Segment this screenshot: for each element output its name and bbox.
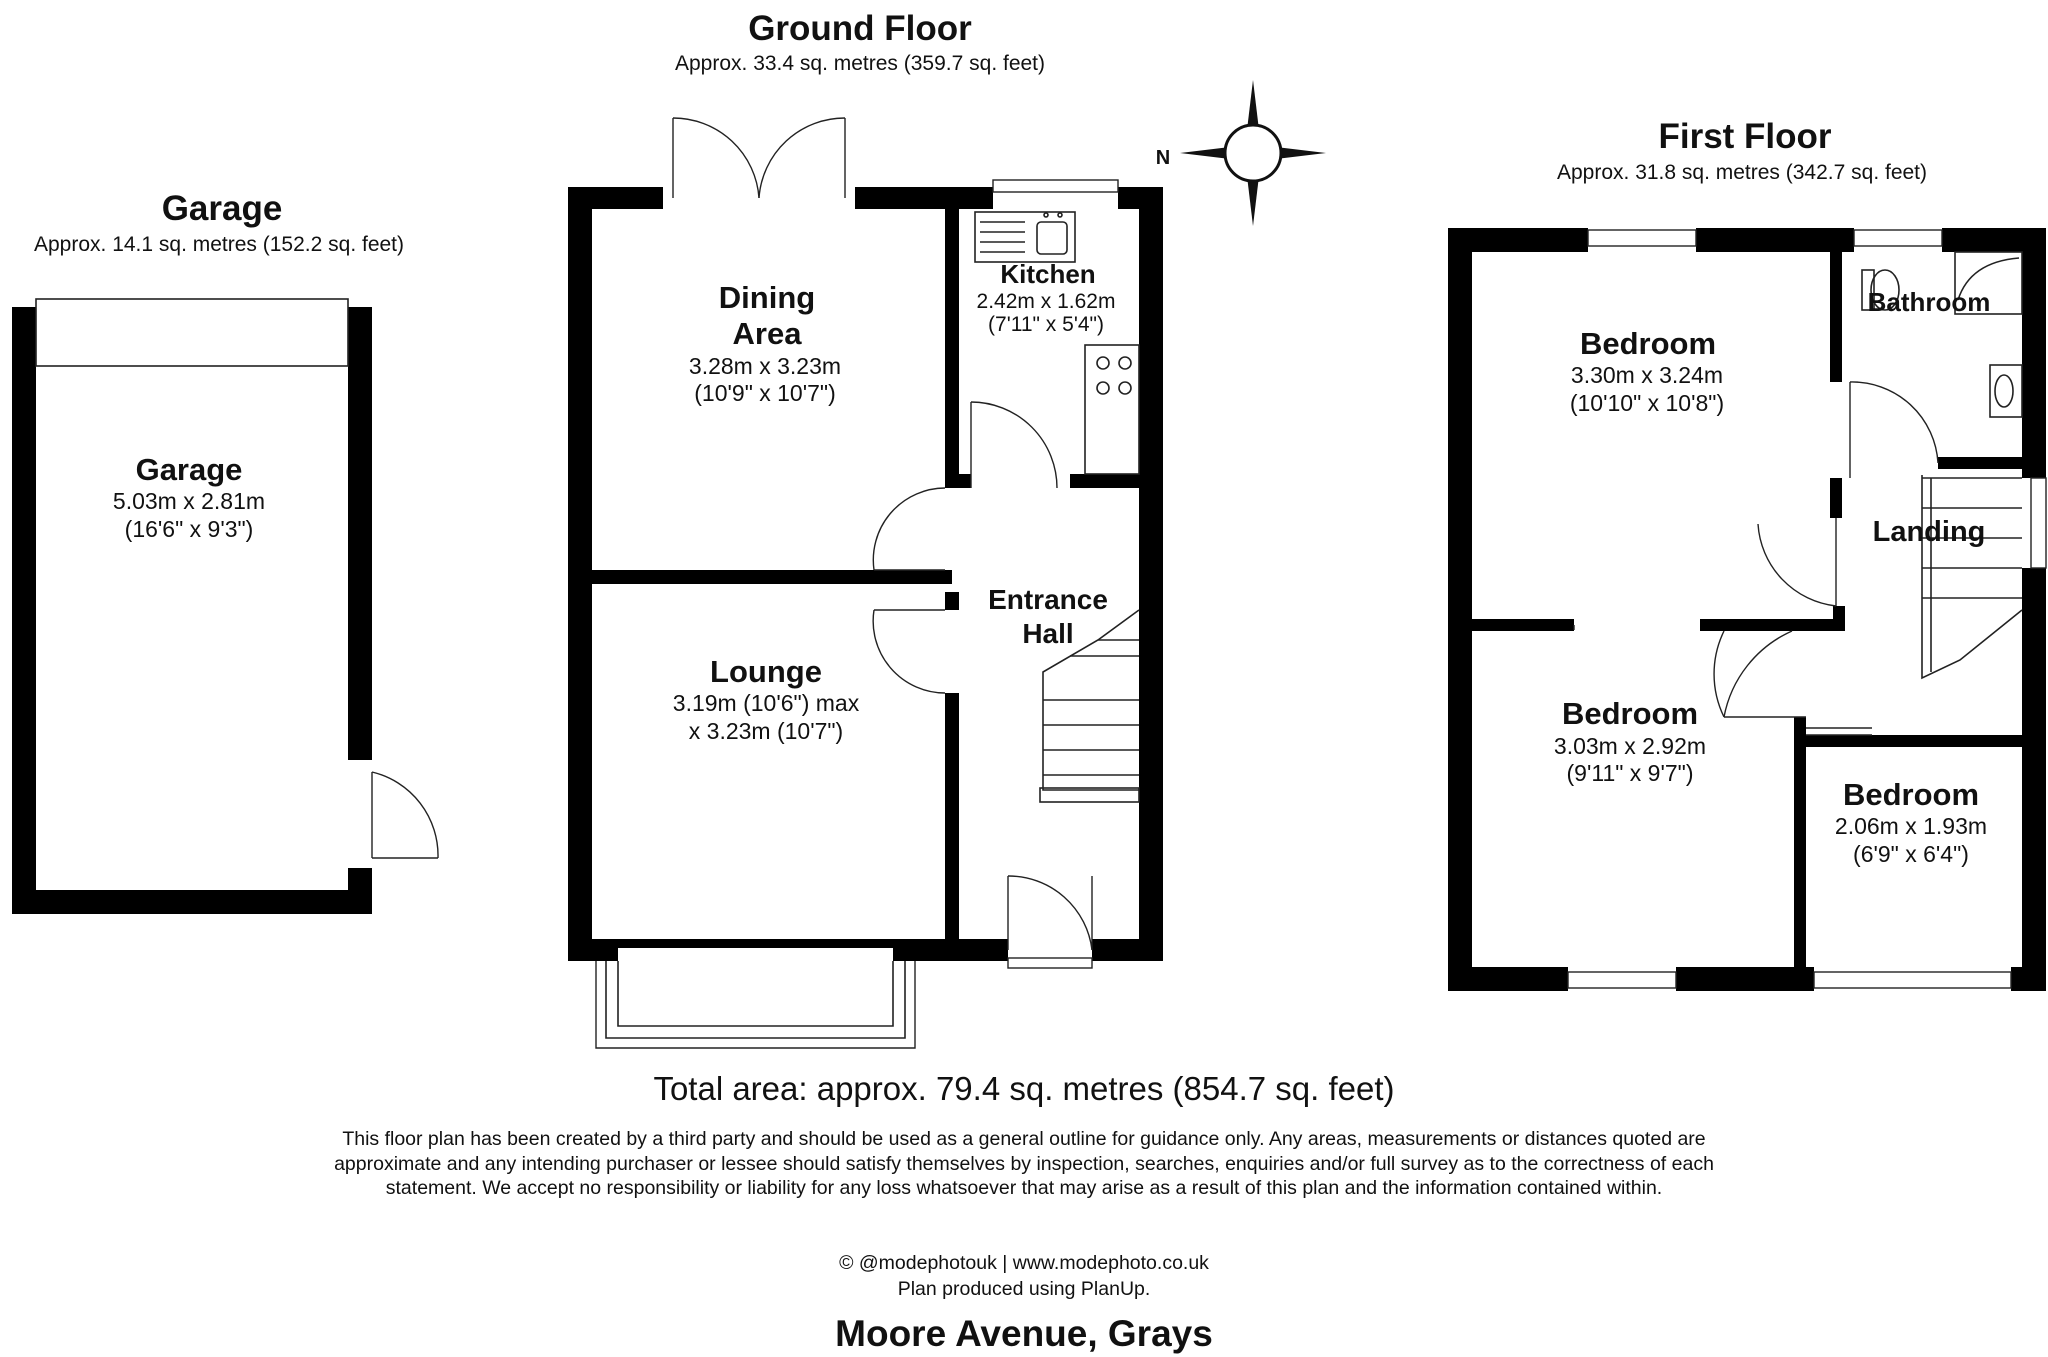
landing-window (2031, 478, 2046, 568)
bathroom-name: Bathroom (1867, 287, 1991, 317)
bedroom3-dim-m: 2.06m x 1.93m (1834, 813, 1988, 839)
garage-room-dim-m: 5.03m x 2.81m (112, 488, 266, 514)
bedroom1-door (1758, 518, 1836, 606)
bedroom1-dim-ft: (10'10" x 10'8") (1569, 390, 1725, 416)
bedroom1-dim-m: 3.30m x 3.24m (1570, 362, 1724, 388)
bathroom-fittings-icon (1862, 252, 2022, 417)
ground-wall-hall-stub (945, 592, 959, 610)
garage-wall-right-lower (348, 868, 372, 914)
first-wall-bottom-c (2011, 967, 2046, 991)
lounge-bay-window (596, 939, 915, 1048)
first-wall-top-a (1448, 228, 1588, 252)
garage-wall-left (12, 307, 36, 913)
ground-wall-bottom-right (1092, 939, 1162, 961)
hall-name-line2: Hall (1022, 618, 1074, 649)
lounge-door (873, 610, 945, 693)
first-wall-right-lower (2022, 568, 2046, 991)
garage-wall-right (348, 307, 372, 760)
compass-label: N (1155, 147, 1171, 169)
ground-wall-kitchen-bottom-left (945, 474, 971, 488)
first-wall-bath-bottom (1938, 457, 2022, 469)
kitchen-name: Kitchen (1000, 259, 1096, 289)
lounge-name: Lounge (710, 654, 822, 689)
first-wall-bath-left-lower (1830, 478, 1842, 518)
ground-floor-plan (568, 9, 1163, 1048)
kitchen-dim-m: 2.42m x 1.62m (976, 290, 1116, 313)
garage-up-and-over-door (36, 299, 348, 366)
ground-wall-kitchen-upper (945, 209, 959, 474)
ground-wall-bottom-left (568, 939, 618, 961)
ground-floor-area: Approx. 33.4 sq. metres (359.7 sq. feet) (674, 52, 1046, 75)
ground-wall-right (1139, 187, 1163, 961)
credit-line-1: © @modephotouk | www.modephoto.co.uk (839, 1252, 1209, 1274)
ground-floor-title: Ground Floor (748, 9, 972, 48)
bedroom2-dim-ft: (9'11" x 9'7") (1566, 760, 1694, 786)
credit-line-2: Plan produced using PlanUp. (897, 1278, 1151, 1300)
bedroom3-window (1814, 972, 2011, 988)
ground-wall-top-mid (855, 187, 993, 209)
first-floor-area: Approx. 31.8 sq. metres (342.7 sq. feet) (1556, 161, 1928, 184)
bathroom-door (1850, 382, 1938, 478)
front-door (1008, 876, 1092, 968)
first-wall-bottom-b (1676, 967, 1814, 991)
garage-side-door (372, 772, 438, 858)
ground-wall-hall-lower (945, 693, 959, 939)
kitchen-window (993, 180, 1118, 192)
bedroom1-window (1588, 230, 1696, 246)
kitchen-hob-icon (1085, 345, 1139, 474)
first-wall-bottom-a (1448, 967, 1568, 991)
bedroom2-dim-m: 3.03m x 2.92m (1553, 733, 1707, 759)
first-wall-bed2-bed3 (1794, 717, 1806, 991)
credit-block (0, 1250, 2048, 1302)
kitchen-dim-ft: (7'11" x 5'4") (988, 313, 1104, 336)
bedroom1-name: Bedroom (1579, 326, 1717, 361)
first-floor-plan (1448, 117, 2046, 991)
kitchen-door (971, 402, 1057, 488)
lounge-dim-line2: x 3.23m (10'7") (688, 718, 844, 744)
total-area: Total area: approx. 79.4 sq. metres (854.7 sq. feet) (653, 1070, 1395, 1107)
dining-door (873, 488, 945, 570)
dining-name-line2: Area (732, 316, 802, 351)
ground-wall-top-left (568, 187, 663, 209)
dining-french-doors (673, 118, 845, 198)
ground-wall-bottom-mid (893, 939, 1008, 961)
first-wall-bed3-top (1806, 735, 2022, 747)
bedroom3-dim-ft: (6'9" x 6'4") (1853, 841, 1969, 867)
first-wall-bath-left (1830, 252, 1842, 382)
bedroom3-door (1806, 728, 1872, 735)
kitchen-sink-icon (975, 212, 1075, 262)
bedroom2-name: Bedroom (1561, 696, 1699, 731)
lounge-dim-line1: 3.19m (10'6") max (672, 690, 860, 716)
garage-wall-bottom (12, 890, 371, 914)
garage-room-name: Garage (135, 452, 243, 487)
garage-floor-title: Garage (161, 189, 283, 228)
first-staircase (1922, 475, 2022, 678)
first-wall-bed1-bottom-a (1472, 619, 1574, 631)
first-floor-title: First Floor (1658, 117, 1832, 156)
landing-name: Landing (1872, 516, 1986, 548)
disclaimer-text: This floor plan has been created by a third party and should be used as a general outline for guidance only. Any areas, measurements or distances quoted are approximate and any intending purchaser or lessee should satisfy themselves by inspection, searches, enquiries and/or full survey as to the correctness of each statement. We accept no responsibility or liability for any loss whatsoever that may arise as a result of this plan and the information contained within. (334, 1128, 1714, 1199)
compass-rose-icon (1156, 80, 1326, 226)
bedroom3-name: Bedroom (1842, 777, 1980, 812)
bathroom-window (1854, 230, 1942, 246)
bedroom2-window (1568, 972, 1676, 988)
dining-dim-ft: (10'9" x 10'7") (694, 380, 836, 406)
ground-wall-dining-lounge (592, 570, 952, 584)
first-wall-bed1-bottom-b (1700, 619, 1845, 631)
first-wall-right-upper (2022, 228, 2046, 478)
dining-dim-m: 3.28m x 3.23m (688, 353, 842, 379)
ground-wall-kitchen-bottom (1070, 474, 1139, 488)
property-address: Moore Avenue, Grays (835, 1313, 1213, 1354)
garage-plan (12, 189, 438, 914)
garage-floor-area: Approx. 14.1 sq. metres (152.2 sq. feet) (33, 233, 405, 256)
ground-wall-left (568, 187, 592, 961)
first-wall-top-b (1696, 228, 1854, 252)
dining-name-line1: Dining (718, 280, 816, 315)
first-wall-left (1448, 228, 1472, 991)
garage-room-dim-ft: (16'6" x 9'3") (124, 516, 254, 542)
hall-name-line1: Entrance (988, 584, 1108, 615)
